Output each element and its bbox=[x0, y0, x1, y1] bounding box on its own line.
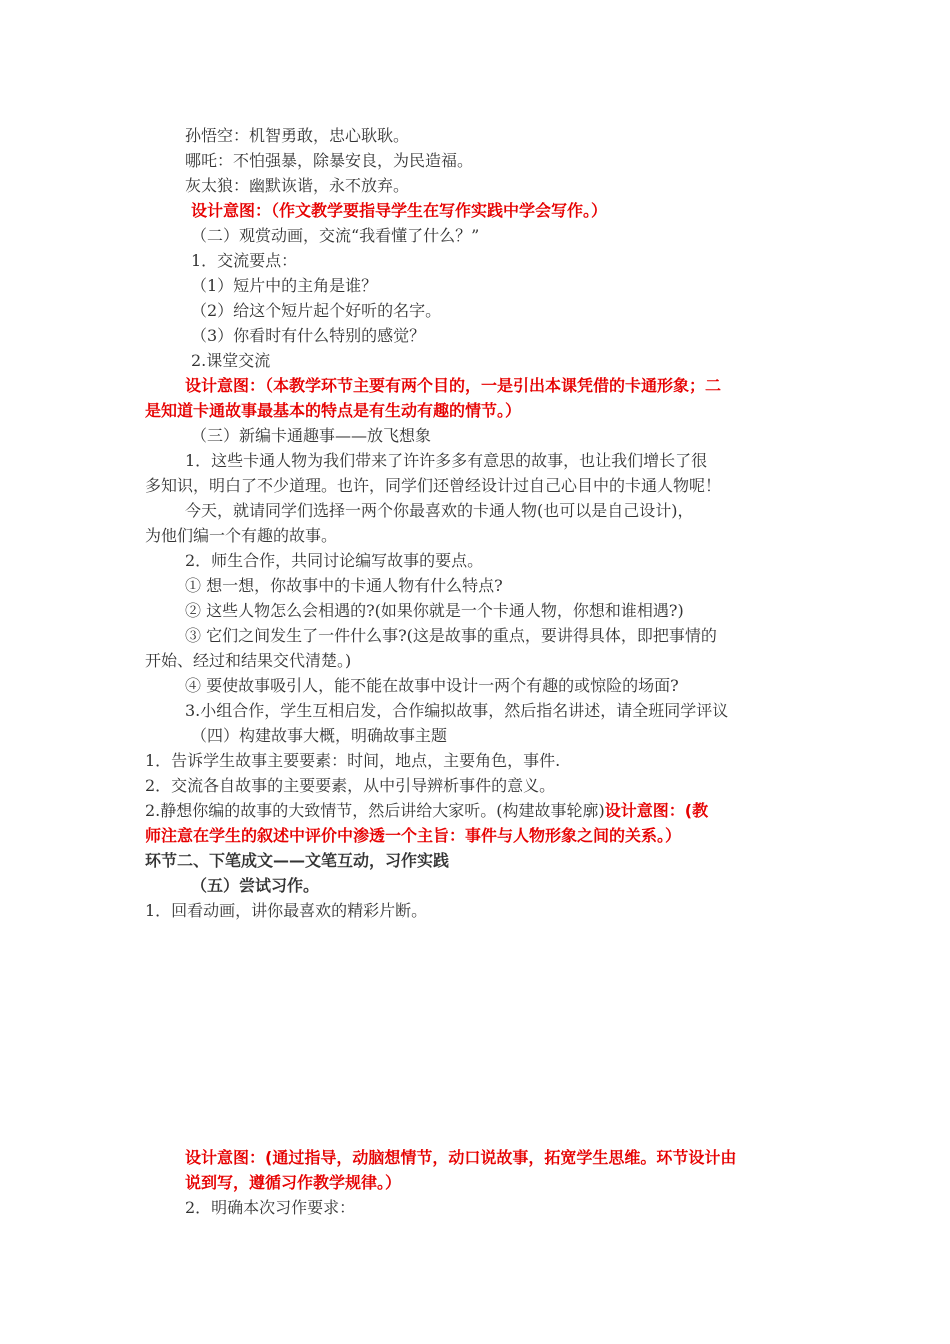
section-heading: （二）观赏动画，交流“我看懂了什么？” bbox=[191, 226, 480, 245]
paragraph-line: 1．交流要点： bbox=[191, 251, 298, 270]
paragraph-text: 2.静想你编的故事的大致情节，然后讲给大家听。(构建故事轮廓) bbox=[145, 801, 605, 820]
design-intent-note: 是知道卡通故事最基本的特点是有生动有趣的情节。） bbox=[145, 401, 522, 420]
paragraph-line: 2．明确本次习作要求： bbox=[185, 1198, 356, 1217]
paragraph-line: 2．师生合作，共同讨论编写故事的要点。 bbox=[185, 551, 484, 570]
paragraph-line: 2.课堂交流 bbox=[191, 351, 271, 370]
paragraph-line: 1．这些卡通人物为我们带来了许许多多有意思的故事，也让我们增长了很 bbox=[185, 451, 708, 470]
section-heading: （三）新编卡通趣事——放飞想象 bbox=[191, 426, 432, 445]
list-item: （2）给这个短片起个好听的名字。 bbox=[191, 301, 442, 320]
design-intent-note: 设计意图：（本教学环节主要有两个目的，一是引出本课凭借的卡通形象；二 bbox=[185, 376, 722, 395]
list-item: （1）短片中的主角是谁？ bbox=[191, 276, 378, 295]
paragraph-line: 1．告诉学生故事主要要素：时间，地点，主要角色，事件. bbox=[145, 751, 561, 770]
paragraph-line bbox=[145, 799, 810, 823]
design-intent-note: 设计意图：（作文教学要指导学生在写作实践中学会写作。） bbox=[191, 201, 608, 220]
paragraph-line: 今天，就请同学们选择一两个你最喜欢的卡通人物(也可以是自己设计)， bbox=[185, 501, 694, 520]
paragraph-line: 多知识，明白了不少道理。也许，同学们还曾经设计过自己心目中的卡通人物呢！ bbox=[145, 476, 722, 495]
design-intent-note: 说到写，遵循习作教学规律。） bbox=[185, 1173, 402, 1192]
paragraph-line: 3.小组合作，学生互相启发，合作编拟故事，然后指名讲述，请全班同学评议 bbox=[185, 701, 729, 720]
paragraph-line: 2．交流各自故事的主要要素，从中引导辨析事件的意义。 bbox=[145, 776, 556, 795]
character-trait-line: 哪吒：不怕强暴，除暴安良，为民造福。 bbox=[185, 151, 474, 170]
design-intent-note: 设计意图：(通过指导，动脑想情节，动口说故事，拓宽学生思维。环节设计由 bbox=[185, 1148, 737, 1167]
list-item: ④ 要使故事吸引人，能不能在故事中设计一两个有趣的或惊险的场面? bbox=[185, 676, 679, 695]
section-heading: （五）尝试习作。 bbox=[191, 876, 320, 895]
list-item: ③ 它们之间发生了一件什么事?(这是故事的重点，要讲得具体，即把事情的 bbox=[185, 626, 717, 645]
stage-heading: 环节二、下笔成文——文笔互动，习作实践 bbox=[145, 851, 450, 870]
list-item: ② 这些人物怎么会相遇的?(如果你就是一个卡通人物，你想和谁相遇?) bbox=[185, 601, 684, 620]
character-trait-line: 灰太狼：幽默诙谐，永不放弃。 bbox=[185, 176, 410, 195]
section-heading: （四）构建故事大概，明确故事主题 bbox=[191, 726, 448, 745]
character-trait-line: 孙悟空：机智勇敢，忠心耿耿。 bbox=[185, 126, 410, 145]
list-item: （3）你看时有什么特别的感觉？ bbox=[191, 326, 426, 345]
list-item: 开始、经过和结果交代清楚。) bbox=[145, 651, 352, 670]
paragraph-line: 1．回看动画，讲你最喜欢的精彩片断。 bbox=[145, 901, 428, 920]
list-item: ① 想一想，你故事中的卡通人物有什么特点? bbox=[185, 576, 503, 595]
design-intent-note: 师注意在学生的叙述中评价中渗透一个主旨：事件与人物形象之间的关系。） bbox=[145, 826, 682, 845]
design-intent-note: 设计意图：(教 bbox=[604, 801, 709, 820]
paragraph-line: 为他们编一个有趣的故事。 bbox=[145, 526, 338, 545]
